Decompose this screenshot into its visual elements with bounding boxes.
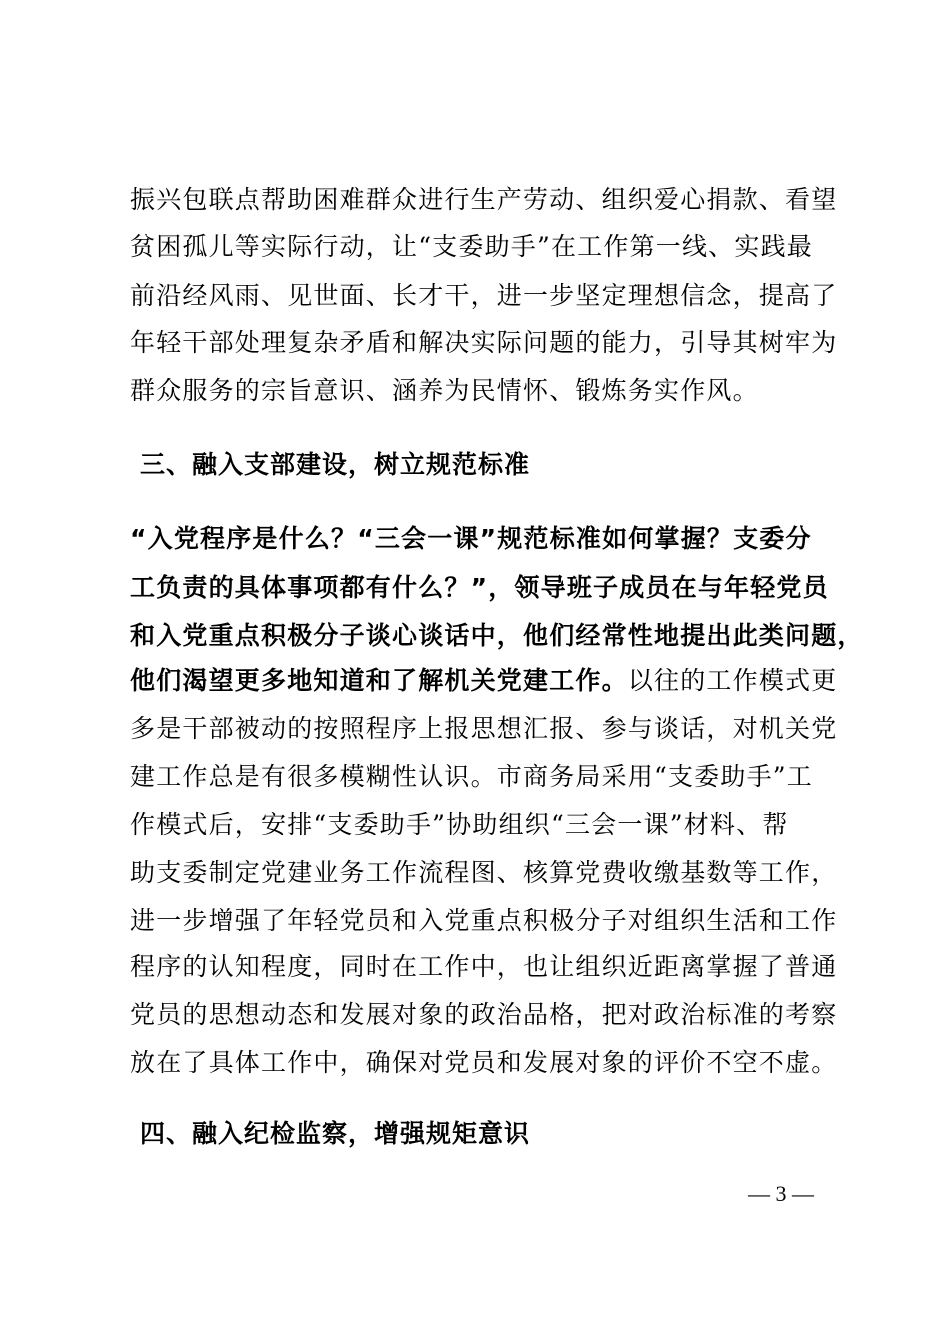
text-line: 群众服务的宗旨意识、涵养为民情怀、锻炼务实作风。 <box>130 376 759 405</box>
normal-span: 以往的工作模式更 <box>627 666 838 695</box>
bold-text-line: 和入党重点积极分子谈心谈话中，他们经常性地提出此类问题， <box>130 621 864 650</box>
text-line: 年轻干部处理复杂矛盾和解决实际问题的能力，引导其树牢为 <box>130 328 838 357</box>
page-number: — 3 — <box>748 1181 814 1206</box>
text-line: 程序的认知程度，同时在工作中，也让组织近距离掌握了普通 <box>130 952 838 981</box>
mixed-text-line <box>130 665 838 697</box>
section-heading-3: 三、融入支部建设，树立规范标准 <box>140 450 531 479</box>
text-line: 建工作总是有很多模糊性认识。市商务局采用“支委助手”工 <box>130 762 813 791</box>
section-heading-4: 四、融入纪检监察，增强规矩意识 <box>140 1119 531 1148</box>
text-line: 进一步增强了年轻党员和入党重点积极分子对组织生活和工作 <box>130 906 838 935</box>
text-line: 放在了具体工作中，确保对党员和发展对象的评价不空不虚。 <box>130 1048 838 1077</box>
bold-text-line: 工负责的具体事项都有什么？”，领导班子成员在与年轻党员 <box>130 573 829 602</box>
text-line: 振兴包联点帮助困难群众进行生产劳动、组织爱心捐款、看望 <box>130 185 838 214</box>
text-line: 贫困孤儿等实际行动，让“支委助手”在工作第一线、实践最 <box>130 232 813 261</box>
bold-text-line: “入党程序是什么？“三会一课”规范标准如何掌握？支委分 <box>130 524 812 553</box>
text-line: 助支委制定党建业务工作流程图、核算党费收缴基数等工作， <box>130 858 838 887</box>
text-line: 作模式后，安排“支委助手”协助组织“三会一课”材料、帮 <box>130 810 789 839</box>
text-line: 多是干部被动的按照程序上报思想汇报、参与谈话，对机关党 <box>130 714 838 743</box>
text-line: 党员的思想动态和发展对象的政治品格，把对政治标准的考察 <box>130 1000 838 1029</box>
bold-span: 他们渴望更多地知道和了解机关党建工作。 <box>130 666 628 695</box>
text-line: 前沿经风雨、见世面、长才干，进一步坚定理想信念，提高了 <box>130 281 838 310</box>
